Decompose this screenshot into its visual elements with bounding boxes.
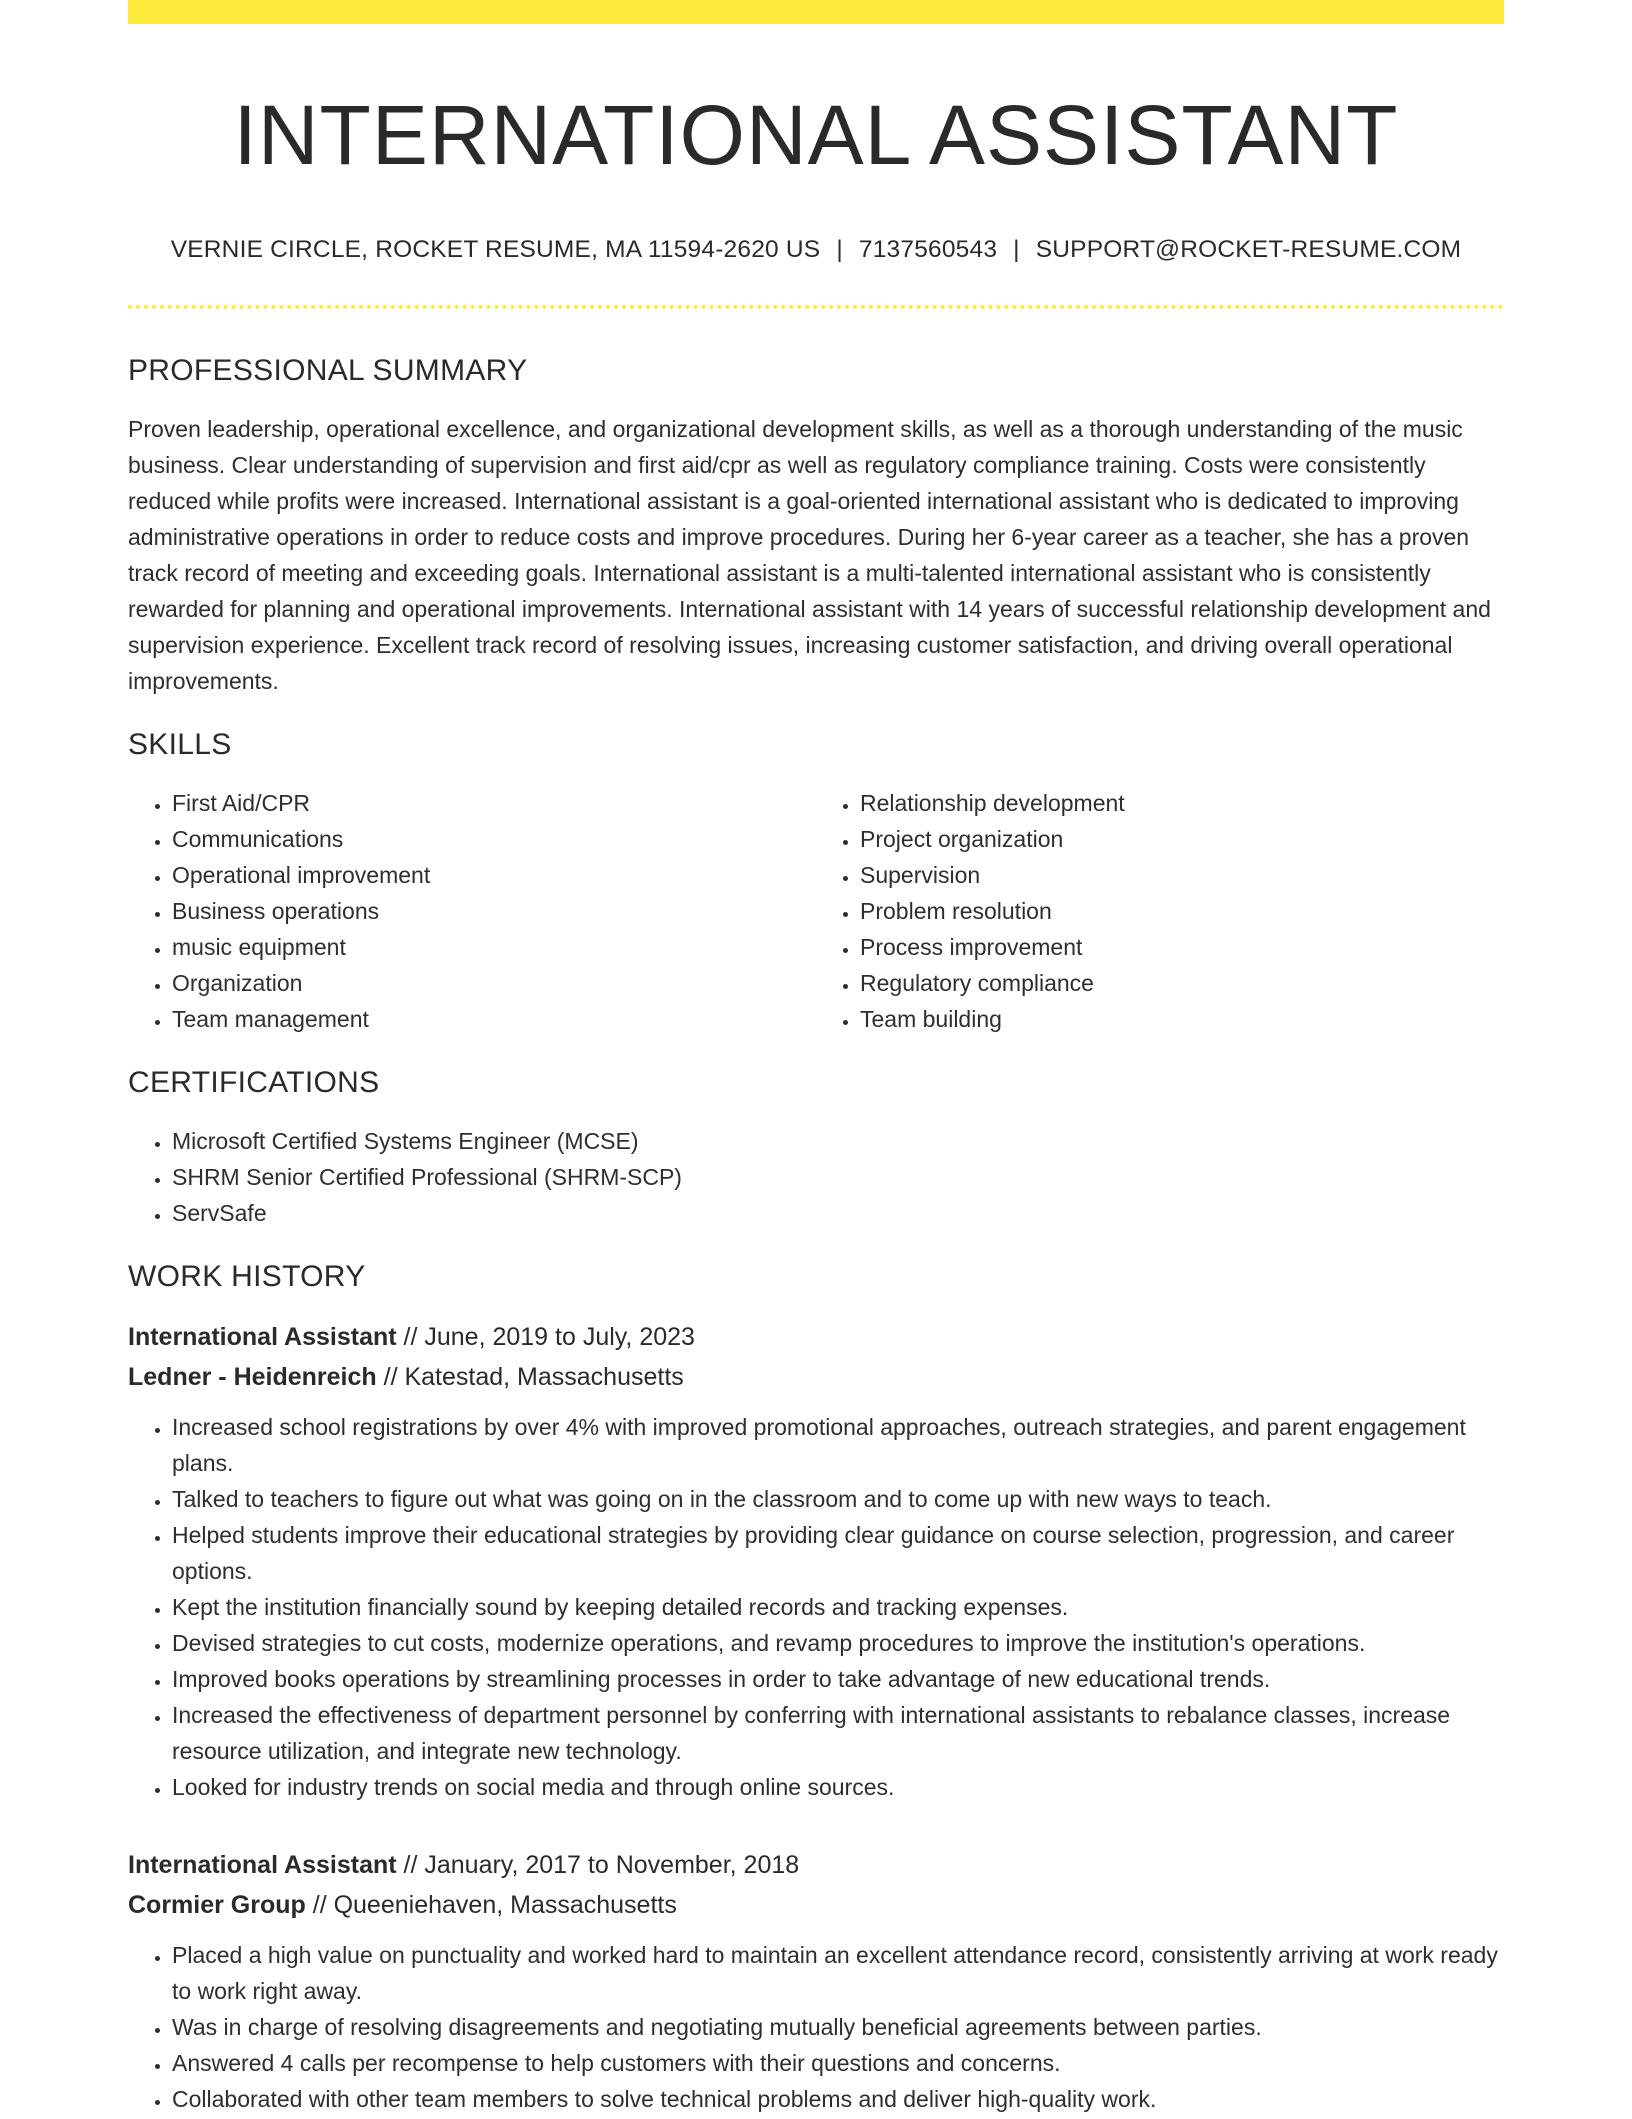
work-history-heading: WORK HISTORY — [128, 1260, 366, 1293]
resume-title: INTERNATIONAL ASSISTANT — [233, 88, 1399, 182]
job-bullet: • Looked for industry trends on social media and through online sources. — [172, 1769, 1504, 1805]
job-bullets — [128, 1937, 1504, 2117]
skill-item: • Team building — [860, 1001, 1504, 1037]
job-title-line — [128, 1317, 1504, 1357]
skill-item: • Problem resolution — [860, 893, 1504, 929]
summary-heading: PROFESSIONAL SUMMARY — [128, 354, 528, 387]
job-bullet: • Helped students improve their educational strategies by providing clear guidance on course selection, progression, and career options. — [172, 1517, 1504, 1589]
certification-item: • Microsoft Certified Systems Engineer (MCSE) — [172, 1123, 1504, 1159]
summary-text: Proven leadership, operational excellence, and organizational development skills, as well as a thorough understanding of the music business. Clear understanding of supervision and first aid/cpr as well as regulatory compliance training. Costs were consistently reduced while profits were increased. International assistant is a goal-oriented international assistant who is dedicated to improving administrative operations in order to reduce costs and improve procedures. During her 6-year career as a teacher, she has a proven track record of meeting and exceeding goals. International assistant is a multi-talented international assistant who is consistently rewarded for planning and operational improvements. International assistant with 14 years of successful relationship development and supervision experience. Excellent track record of resolving issues, increasing customer satisfaction, and driving overall operational improvements. — [128, 416, 1491, 694]
skills-heading: SKILLS — [128, 728, 232, 761]
job-entry — [128, 1845, 1504, 2117]
job-location: // Queeniehaven, Massachusetts — [312, 1891, 677, 1919]
certification-item: • ServSafe — [172, 1195, 1504, 1231]
job-company: Ledner - Heidenreich — [128, 1363, 377, 1391]
skill-item: • Supervision — [860, 857, 1504, 893]
resume-page — [128, 0, 1504, 2117]
accent-bar — [128, 0, 1504, 24]
skill-item: • Team management — [172, 1001, 816, 1037]
job-role: International Assistant — [128, 1323, 397, 1351]
job-bullet: • Increased school registrations by over 4% with improved promotional approaches, outreach strategies, and parent engagement plans. — [172, 1409, 1504, 1481]
contact-separator: | — [1013, 236, 1020, 263]
skills-column-left — [128, 785, 816, 1037]
skill-item: • Relationship development — [860, 785, 1504, 821]
skill-item: • Operational improvement — [172, 857, 816, 893]
certifications-heading: CERTIFICATIONS — [128, 1066, 380, 1099]
certifications-list — [128, 1123, 1504, 1231]
contact-line — [128, 235, 1504, 265]
job-bullet: • Collaborated with other team members to solve technical problems and deliver high-quality work. — [172, 2081, 1504, 2117]
job-dates: // June, 2019 to July, 2023 — [403, 1323, 695, 1351]
job-bullet: • Answered 4 calls per recompense to help customers with their questions and concerns. — [172, 2045, 1504, 2081]
job-bullet: • Was in charge of resolving disagreements and negotiating mutually beneficial agreements between parties. — [172, 2009, 1504, 2045]
contact-email[interactable]: SUPPORT@ROCKET-RESUME.COM — [1035, 236, 1462, 263]
job-company-line — [128, 1357, 1504, 1397]
skill-item: • Regulatory compliance — [860, 965, 1504, 1001]
skills-list — [128, 785, 1504, 1037]
job-location: // Katestad, Massachusetts — [383, 1363, 684, 1391]
job-bullets — [128, 1409, 1504, 1805]
skill-item: • First Aid/CPR — [172, 785, 816, 821]
skill-item: • Project organization — [860, 821, 1504, 857]
job-entry — [128, 1317, 1504, 1805]
skills-column-right — [816, 785, 1504, 1037]
contact-phone[interactable]: 7137560543 — [858, 236, 998, 263]
job-bullet: • Placed a high value on punctuality and worked hard to maintain an excellent attendance record, consistently arriving at work ready to work right away. — [172, 1937, 1504, 2009]
job-company: Cormier Group — [128, 1891, 306, 1919]
skill-item: • Organization — [172, 965, 816, 1001]
job-bullet: • Increased the effectiveness of department personnel by conferring with international assistants to rebalance classes, increase resource utilization, and integrate new technology. — [172, 1697, 1504, 1769]
job-bullet: • Devised strategies to cut costs, modernize operations, and revamp procedures to improve the institution's operations. — [172, 1625, 1504, 1661]
job-role: International Assistant — [128, 1851, 397, 1879]
skill-item: • Process improvement — [860, 929, 1504, 965]
job-company-line — [128, 1885, 1504, 1925]
skill-item: • Communications — [172, 821, 816, 857]
job-bullet: • Talked to teachers to figure out what was going on in the classroom and to come up with new ways to teach. — [172, 1481, 1504, 1517]
skill-item: • Business operations — [172, 893, 816, 929]
job-title-line — [128, 1845, 1504, 1885]
skill-item: • music equipment — [172, 929, 816, 965]
contact-separator: | — [836, 236, 843, 263]
job-bullet: • Kept the institution financially sound by keeping detailed records and tracking expenses. — [172, 1589, 1504, 1625]
job-dates: // January, 2017 to November, 2018 — [403, 1851, 800, 1879]
job-bullet: • Improved books operations by streamlining processes in order to take advantage of new educational trends. — [172, 1661, 1504, 1697]
contact-address: VERNIE CIRCLE, ROCKET RESUME, MA 11594-2620 US — [170, 236, 821, 263]
certification-item: • SHRM Senior Certified Professional (SHRM-SCP) — [172, 1159, 1504, 1195]
dotted-divider — [128, 305, 1504, 309]
